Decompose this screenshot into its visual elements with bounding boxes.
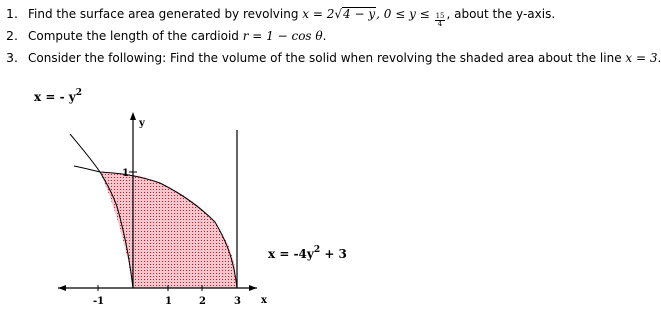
problem-2-text-after: . <box>322 29 327 43</box>
x-tick-label-neg1: -1 <box>93 296 105 307</box>
problem-1-sqrt: 4 − y <box>343 7 376 21</box>
problem-1-math-lhs: x = 2 <box>302 7 335 21</box>
problem-1-text-after: , about the y-axis. <box>446 7 556 21</box>
problem-1-number: 1. <box>6 6 18 21</box>
x-tick-label-3: 3 <box>234 296 241 307</box>
problem-1-range: , 0 ≤ y ≤ <box>376 7 434 21</box>
curve2-label: $x = -4y^2 + 3$ <box>268 245 347 261</box>
x-tick-label-2: 2 <box>199 296 206 307</box>
x-axis-arrow-left <box>58 285 66 291</box>
problem-2-text: Compute the length of the cardioid <box>28 29 243 43</box>
problem-2-number: 2. <box>6 28 18 43</box>
problem-3-math: x = 3 <box>625 51 658 65</box>
problem-1-frac-denominator: 4 <box>437 20 443 28</box>
problem-3-number: 3. <box>6 50 18 65</box>
y-tick-label-1: 1 <box>122 168 129 179</box>
problem-3-text: Consider the following: Find the volume of the solid when revolving the shaded area about the line <box>28 51 626 65</box>
problem-1: 1. Find the surface area generated by revolving x = 2 √ 4 − y , 0 ≤ y ≤ $\frac{15}{4}$ , about the y-axis. <box>6 6 556 28</box>
y-axis-arrow <box>130 112 136 120</box>
x-tick-label-1: 1 <box>165 296 172 307</box>
problem-3-text-after: . <box>657 51 661 65</box>
problem-1-text: Find the surface area generated by revolving <box>28 7 303 21</box>
x-axis-label: x <box>261 295 267 306</box>
problem-2-math: r = 1 − cos θ <box>242 29 323 43</box>
shaded-region <box>100 172 237 288</box>
y-axis-label: y <box>139 118 145 129</box>
curve1-label: x = - $y^2$ <box>34 88 82 104</box>
problem-1-frac-numerator: 15 <box>435 12 445 20</box>
x-axis-arrow-right <box>249 285 257 291</box>
